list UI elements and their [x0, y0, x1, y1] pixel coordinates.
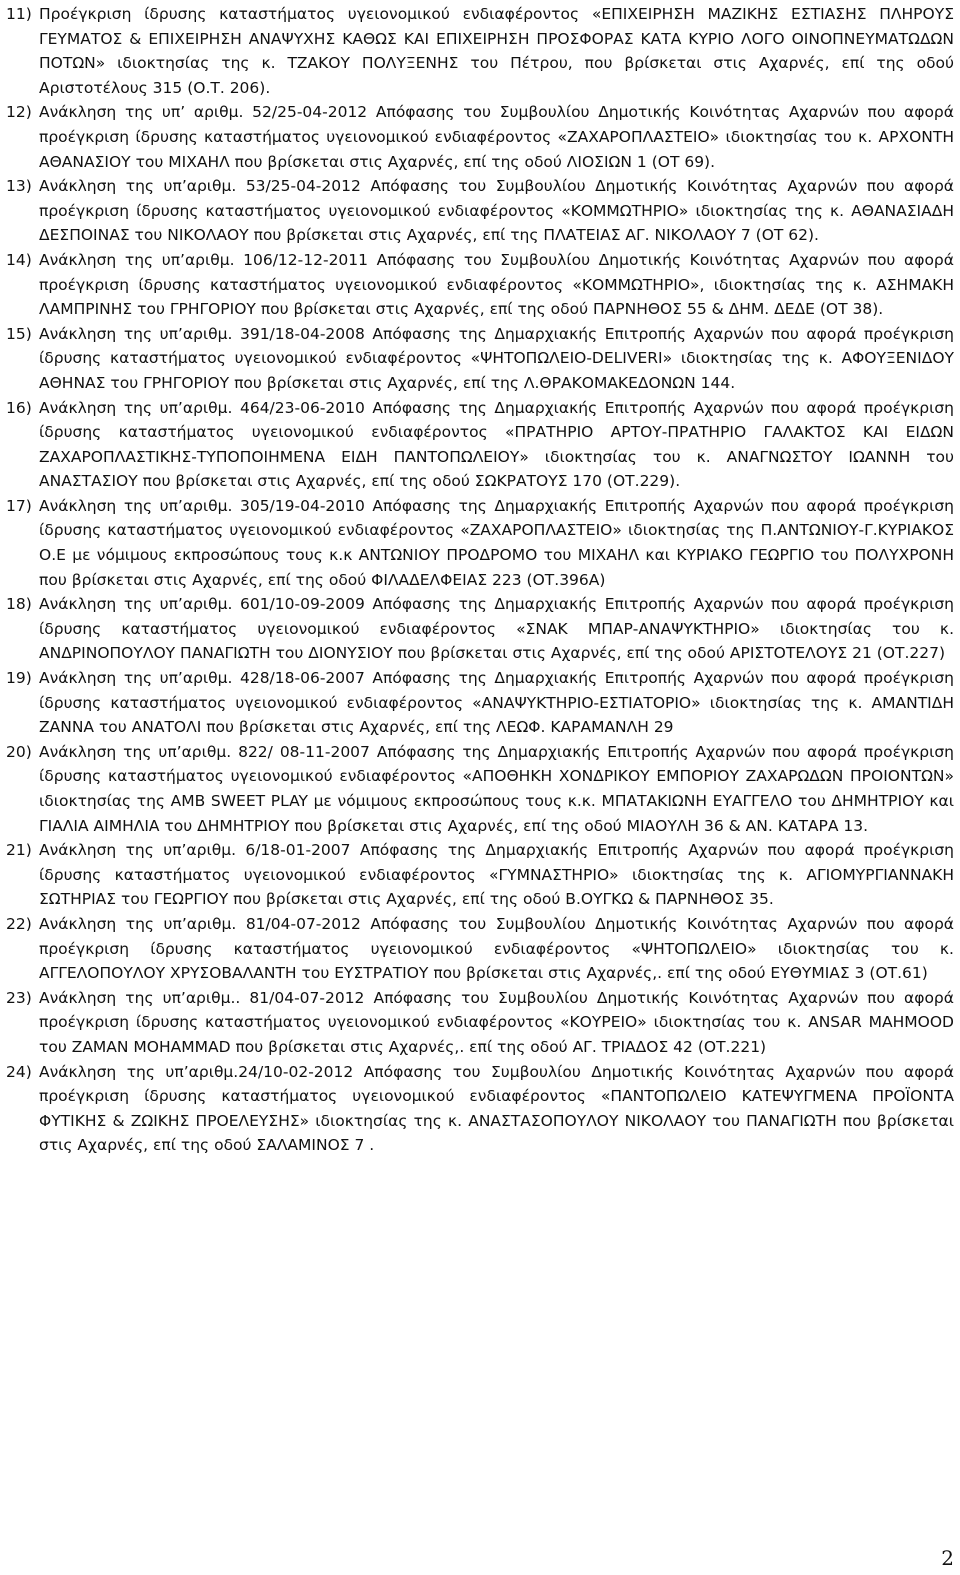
list-item [6, 740, 954, 838]
item-text: Ανάκληση της υπ’αριθμ. 106/12-12-2011 Απόφασης του Συμβουλίου Δημοτικής Κοινότητας Αχαρνών που αφορά προέγκριση ίδρυσης καταστήματος υγειονομικού ενδιαφέροντος «ΚΟΜΜΩΤΗΡΙΟ», ιδιοκτησίας της κ. ΑΣΗΜΑΚΗ ΛΑΜΠΡΙΝΗΣ του ΓΡΗΓΟΡΙΟΥ που βρίσκεται στις Αχαρνές, επί της οδού ΠΑΡΝΗΘΟΣ 55 & ΔΗΜ. ΔΕΔΕ (ΟΤ 38). [39, 250, 954, 319]
item-text: Ανάκληση της υπ’αριθμ. 391/18-04-2008 Απόφασης της Δημαρχιακής Επιτροπής Αχαρνών που αφορά προέγκριση ίδρυσης καταστήματος υγειονομικού ενδιαφέροντος «ΨΗΤΟΠΩΛΕΙΟ-DELIVERI» ιδιοκτησίας της κ. ΑΦΟΥΞΕΝΙΔΟΥ ΑΘΗΝΑΣ του ΓΡΗΓΟΡΙΟΥ που βρίσκεται στις Αχαρνές, επί της Λ.ΘΡΑΚΟΜΑΚΕΔΟΝΩΝ 144. [39, 324, 954, 392]
list-item [6, 838, 954, 912]
page-number: 2 [941, 1546, 954, 1570]
item-text: Ανάκληση της υπ’ αριθμ. 52/25-04-2012 Απόφασης του Συμβουλίου Δημοτικής Κοινότητας Αχαρνών που αφορά προέγκριση ίδρυσης καταστήματος υγειονομικού ενδιαφέροντος «ΖΑΧΑΡΟΠΛΑΣΤΕΙΟ» ιδιοκτησίας του κ. ΑΡΧΟΝΤΗ ΑΘΑΝΑΣΙΟΥ του ΜΙΧΑΗΛ που βρίσκεται στις Αχαρνές, επί της οδού ΛΙΟΣΙΩΝ 1 (ΟΤ 69). [39, 103, 954, 171]
list-item [6, 322, 954, 396]
item-text: Ανάκληση της υπ’αριθμ. 305/19-04-2010 Απόφασης της Δημαρχιακής Επιτροπής Αχαρνών που αφορά προέγκριση ίδρυσης καταστήματος υγειονομικού ενδιαφέροντος «ΖΑΧΑΡΟΠΛΑΣΤΕΙΟ» ιδιοκτησίας της Π.ΑΝΤΩΝΙΟΥ-Γ.ΚΥΡΙΑΚΟΣ Ο.Ε με νόμιμους εκπροσώπους τους κ.κ ΑΝΤΩΝΙΟΥ ΠΡΟΔΡΟΜΟ του ΜΙΧΑΗΛ και ΚΥΡΙΑΚΟ ΓΕΩΡΓΙΟ του ΠΟΛΥΧΡΟΝΗ που βρίσκεται στις Αχαρνές, επί της οδού ΦΙΛΑΔΕΛΦΕΙΑΣ 223 (ΟΤ.396Α) [39, 496, 954, 589]
item-text: Ανάκληση της υπ’αριθμ. 81/04-07-2012 Απόφασης του Συμβουλίου Δημοτικής Κοινότητας Αχαρνών που αφορά προέγκριση ίδρυσης καταστήματος υγειονομικού ενδιαφέροντος «ΨΗΤΟΠΩΛΕΙΟ» ιδιοκτησίας του κ. ΑΓΓΕΛΟΠΟΥΛΟΥ ΧΡΥΣΟΒΑΛΑΝΤΗ του ΕΥΣΤΡΑΤΙΟΥ που βρίσκεται στις Αχαρνές,. επί της οδού ΕΥΘΥΜΙΑΣ 3 (ΟΤ.61) [39, 914, 954, 983]
item-number: 14) [6, 250, 32, 269]
item-text: Προέγκριση ίδρυσης καταστήματος υγειονομικού ενδιαφέροντος «ΕΠΙΧΕΙΡΗΣΗ ΜΑΖΙΚΗΣ ΕΣΤΙΑΣΗΣ ΠΛΗΡΟΥΣ ΓΕΥΜΑΤΟΣ & ΕΠΙΧΕΙΡΗΣΗ ΑΝΑΨΥΧΗΣ ΚΑΘΩΣ ΚΑΙ ΕΠΙΧΕΙΡΗΣΗ ΠΡΟΣΦΟΡΑΣ ΚΑΤΑ ΚΥΡΙΟ ΛΟΓΟ ΟΙΝΟΠΝΕΥΜΑΤΩΔΩΝ ΠΟΤΩΝ» ιδιοκτησίας της κ. ΤΖΑΚΟΥ ΠΟΛΥΞΕΝΗΣ του Πέτρου, που βρίσκεται στις Αχαρνές, επί της οδού Αριστοτέλους 315 (Ο.Τ. 206). [39, 5, 954, 97]
list-item [6, 100, 954, 174]
item-number: 22) [6, 914, 32, 933]
item-number: 24) [6, 1062, 32, 1081]
item-number: 23) [6, 988, 32, 1007]
item-text: Ανάκληση της υπ’αριθμ. 428/18-06-2007 Απόφασης της Δημαρχιακής Επιτροπής Αχαρνών που αφορά προέγκριση ίδρυσης καταστήματος υγειονομικού ενδιαφέροντος «ΑΝΑΨΥΚΤΗΡΙΟ-ΕΣΤΙΑΤΟΡΙΟ» ιδιοκτησίας της κ. ΑΜΑΝΤΙΔΗ ΖΑΝΝΑ του ΑΝΑΤΟΛΙ που βρίσκεται στις Αχαρνές, επί της ΛΕΩΦ. ΚΑΡΑΜΑΝΛΗ 29 [39, 669, 954, 737]
item-text: Ανάκληση της υπ’αριθμ. 6/18-01-2007 Απόφασης της Δημαρχιακής Επιτροπής Αχαρνών που αφορά προέγκριση ίδρυσης καταστήματος υγειονομικού ενδιαφέροντος «ΓΥΜΝΑΣΤΗΡΙΟ» ιδιοκτησίας της κ. ΑΓΙΟΜΥΡΓΙΑΝΝΑΚΗ ΣΩΤΗΡΙΑΣ του ΓΕΩΡΓΙΟΥ που βρίσκεται στις Αχαρνές, επί της οδού Β.ΟΥΓΚΩ & ΠΑΡΝΗΘΟΣ 35. [39, 841, 954, 909]
item-number: 19) [6, 669, 32, 688]
item-number: 17) [6, 496, 32, 515]
list-item [6, 248, 954, 322]
list-item [6, 986, 954, 1060]
item-number: 13) [6, 177, 32, 196]
list-item [6, 912, 954, 986]
item-text: Ανάκληση της υπ’αριθμ. 53/25-04-2012 Απόφασης του Συμβουλίου Δημοτικής Κοινότητας Αχαρνών που αφορά προέγκριση ίδρυσης καταστήματος υγειονομικού ενδιαφέροντος «ΚΟΜΜΩΤΗΡΙΟ» ιδιοκτησίας της κ. ΑΘΑΝΑΣΙΑΔΗ ΔΕΣΠΟΙΝΑΣ του ΝΙΚΟΛΑΟΥ που βρίσκεται στις Αχαρνές, επί της ΠΛΑΤΕΙΑΣ ΑΓ. ΝΙΚΟΛΑΟΥ 7 (ΟΤ 62). [39, 177, 954, 245]
list-item [6, 666, 954, 740]
item-text: Ανάκληση της υπ’αριθμ.24/10-02-2012 Απόφασης του Συμβουλίου Δημοτικής Κοινότητας Αχαρνών που αφορά προέγκριση ίδρυσης καταστήματος υγειονομικού ενδιαφέροντος «ΠΑΝΤΟΠΩΛΕΙΟ ΚΑΤΕΨΥΓΜΕΝΑ ΠΡΟΪΟΝΤΑ ΦΥΤΙΚΗΣ & ΖΩΙΚΗΣ ΠΡΟΕΛΕΥΣΗΣ» ιδιοκτησίας της κ. ΑΝΑΣΤΑΣΟΠΟΥΛΟΥ ΝΙΚΟΛΑΟΥ του ΠΑΝΑΓΙΩΤΗ που βρίσκεται στις Αχαρνές, επί της οδού ΣΑΛΑΜΙΝΟΣ 7 . [39, 1062, 954, 1155]
item-text: Ανάκληση της υπ’αριθμ.. 81/04-07-2012 Απόφασης του Συμβουλίου Δημοτικής Κοινότητας Αχαρνών που αφορά προέγκριση ίδρυσης καταστήματος υγειονομικού ενδιαφέροντος «ΚΟΥΡΕΙΟ» ιδιοκτησίας του κ. ANSAR MAHMOOD του ZAMAN MOHAMMAD που βρίσκεται στις Αχαρνές,. επί της οδού ΑΓ. ΤΡΙΑΔΟΣ 42 (ΟΤ.221) [39, 988, 954, 1056]
list-item [6, 592, 954, 666]
list-item [6, 174, 954, 248]
item-text: Ανάκληση της υπ’αριθμ. 822/ 08-11-2007 Απόφασης της Δημαρχιακής Επιτροπής Αχαρνών που αφορά προέγκριση ίδρυσης καταστήματος υγειονομικού ενδιαφέροντος «ΑΠΟΘΗΚΗ ΧΟΝΔΡΙΚΟΥ ΕΜΠΟΡΙΟΥ ΖΑΧΑΡΩΔΩΝ ΠΡΟΙΟΝΤΩΝ» ιδιοκτησίας της AMB SWEET PLAY με νόμιμους εκπροσώπους τους κ.κ. ΜΠΑΤΑΚΙΩΝΗ ΕΥΑΓΓΕΛΟ του ΔΗΜΗΤΡΙΟΥ και ΓΙΑΛΙΑ ΑΙΜΗΛΙΑ του ΔΗΜΗΤΡΙΟΥ που βρίσκεται στις Αχαρνές, επί της οδού ΜΙΑΟΥΛΗ 36 & ΑΝ. ΚΑΤΑΡΑ 13. [39, 742, 954, 835]
list-item [6, 1060, 954, 1158]
list-item [6, 2, 954, 100]
item-number: 20) [6, 742, 32, 761]
item-number: 12) [6, 103, 32, 122]
item-number: 11) [6, 5, 32, 23]
item-text: Ανάκληση της υπ’αριθμ. 601/10-09-2009 Απόφασης της Δημαρχιακής Επιτροπής Αχαρνών που αφορά προέγκριση ίδρυσης καταστήματος υγειονομικού ενδιαφέροντος «ΣΝΑΚ ΜΠΑΡ-ΑΝΑΨΥΚΤΗΡΙΟ» ιδιοκτησίας του κ. ΑΝΔΡΙΝΟΠΟΥΛΟΥ ΠΑΝΑΓΙΩΤΗ του ΔΙΟΝΥΣΙΟΥ που βρίσκεται στις Αχαρνές, επί της οδού ΑΡΙΣΤΟΤΕΛΟΥΣ 21 (ΟΤ.227) [39, 595, 954, 663]
list-item [6, 396, 954, 494]
list-item [6, 494, 954, 592]
item-number: 21) [6, 841, 32, 860]
item-number: 18) [6, 595, 32, 614]
item-number: 16) [6, 398, 32, 417]
numbered-list [6, 2, 954, 1158]
item-number: 15) [6, 324, 32, 343]
item-text: Ανάκληση της υπ’αριθμ. 464/23-06-2010 Απόφασης της Δημαρχιακής Επιτροπής Αχαρνών που αφορά προέγκριση ίδρυσης καταστήματος υγειονομικού ενδιαφέροντος «ΠΡΑΤΗΡΙΟ ΑΡΤΟΥ-ΠΡΑΤΗΡΙΟ ΓΑΛΑΚΤΟΣ ΚΑΙ ΕΙΔΩΝ ΖΑΧΑΡΟΠΛΑΣΤΙΚΗΣ-ΤΥΠΟΠΟΙΗΜΕΝΑ ΕΙΔΗ ΠΑΝΤΟΠΩΛΕΙΟΥ» ιδιοκτησίας του κ. ΑΝΑΓΝΩΣΤΟΥ ΙΩΑΝΝΗ του ΑΝΑΣΤΑΣΙΟΥ που βρίσκεται στις Αχαρνές, επί της οδού ΣΩΚΡΑΤΟΥΣ 170 (ΟΤ.229). [39, 398, 954, 491]
